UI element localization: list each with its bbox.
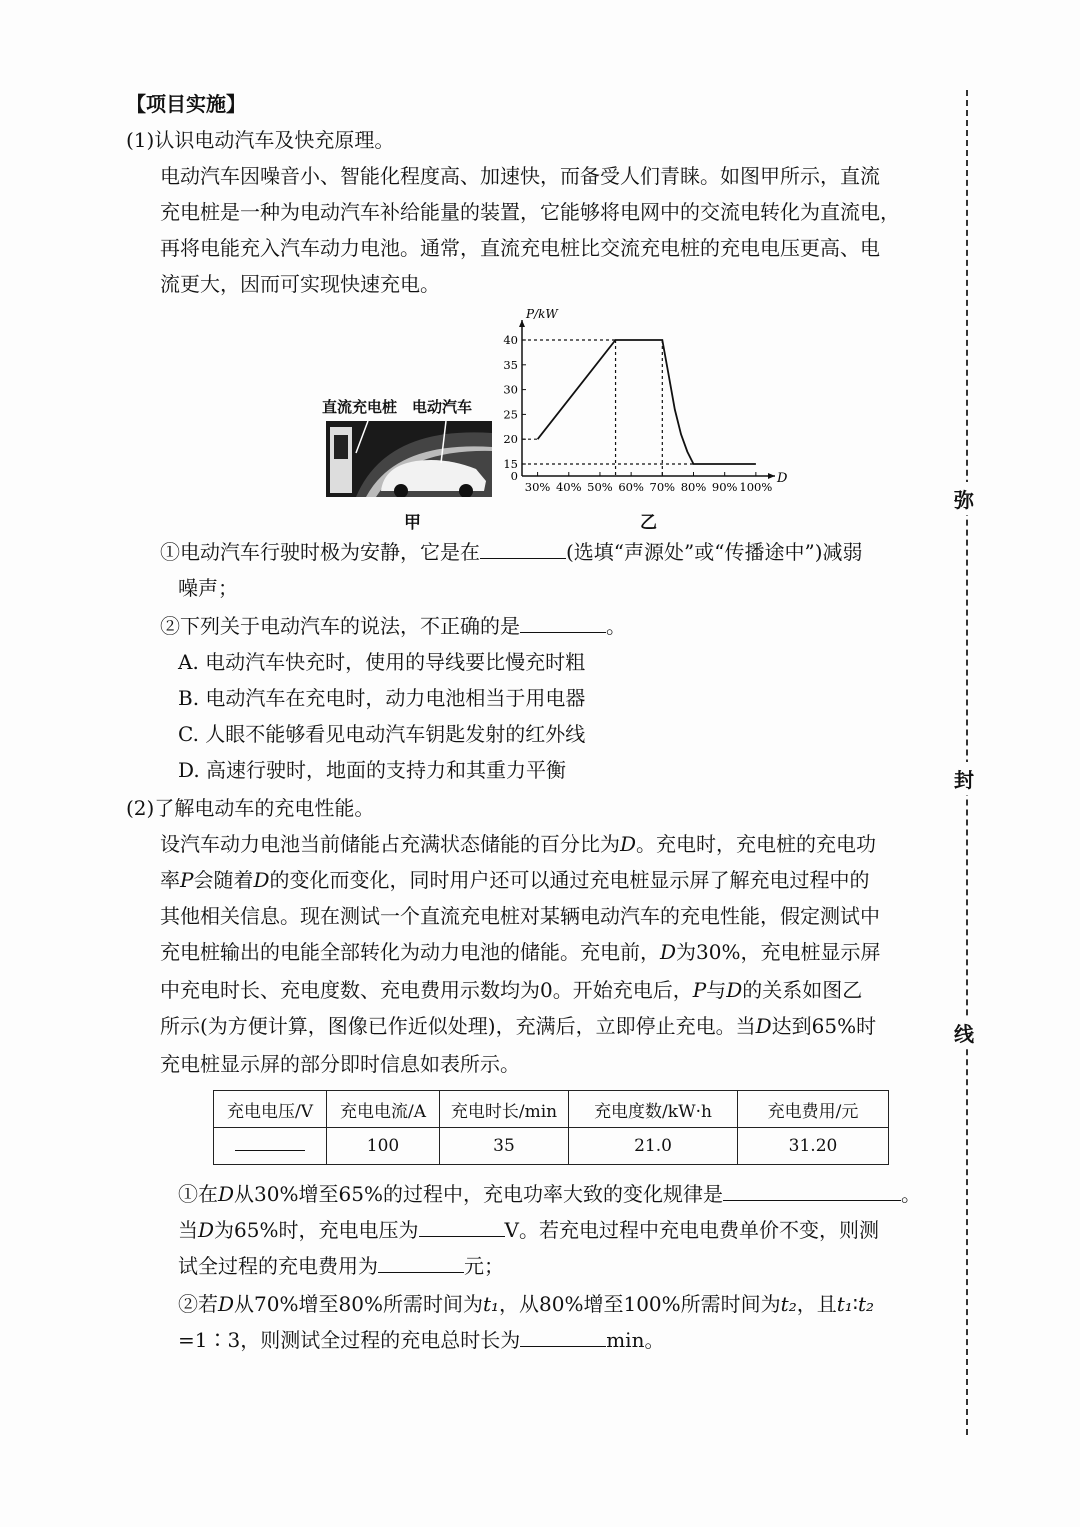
option-d: D. 高速行驶时，地面的支持力和其重力平衡 (178, 758, 567, 782)
power-vs-d-chart (492, 306, 792, 502)
table-header-row (214, 1091, 889, 1128)
answer-blank[interactable] (520, 612, 606, 633)
part2-para-line: 设汽车动力电池当前储能占充满状态储能的百分比为D。充电时，充电桩的充电功 (160, 832, 877, 856)
x-tick-label: 90% (711, 480, 738, 494)
question-2-2-line2: =1∶3，则测试全过程的充电总时长为 min。 (178, 1328, 665, 1352)
part2-para-line: 其他相关信息。现在测试一个直流充电桩对某辆电动汽车的充电性能，假定测试中 (160, 904, 880, 928)
part1-para-line: 电动汽车因噪音小、智能化程度高、加速快，而备受人们青睐。如图甲所示，直流 (160, 164, 880, 188)
label-charging-pile: 直流充电桩 (322, 398, 398, 416)
y-tick-label: 20 (503, 432, 518, 447)
x-tick-label: 70% (649, 480, 676, 494)
answer-blank[interactable] (419, 1216, 505, 1237)
section-heading: 【项目实施】 (126, 92, 246, 116)
question-2-1-line2: 当D为65%时，充电电压为 V。若充电过程中充电电费单价不变，则测 (178, 1218, 879, 1242)
answer-blank[interactable] (723, 1180, 901, 1201)
x-axis-label: D (777, 471, 788, 486)
question-1-1-line2: 噪声； (178, 576, 238, 600)
question-1-1: ①电动汽车行驶时极为安静，它是在 (选填“声源处”或“传播途中”)减弱 (160, 540, 863, 564)
x-axis-arrow (768, 473, 775, 479)
y-tick-label: 30 (503, 382, 518, 397)
charging-car-photo (326, 421, 492, 497)
table-row (214, 1128, 889, 1165)
y-tick-label: 40 (503, 333, 518, 347)
table-cell: 31.20 (738, 1128, 889, 1165)
part1-para-line: 流更大，因而可实现快速充电。 (160, 272, 440, 296)
x-tick-label: 40% (555, 480, 582, 494)
part1-para-line: 充电桩是一种为电动汽车补给能量的装置，它能够将电网中的交流电转化为直流电， (160, 200, 900, 224)
y-tick-label: 0 (510, 469, 518, 483)
y-tick-label: 25 (503, 407, 518, 422)
y-axis-arrow (519, 320, 525, 327)
part2-para-line: 所示(为方便计算，图像已作近似处理)，充满后，立即停止充电。当D达到65%时 (160, 1014, 877, 1038)
y-tick-label: 15 (503, 457, 518, 471)
answer-blank[interactable] (520, 1326, 606, 1347)
table-header: 充电费用/元 (738, 1091, 889, 1128)
charger-info-table (213, 1090, 889, 1165)
y-axis-label: P/kW (526, 307, 558, 321)
question-2-2: ②若D从70%增至80%所需时间为t₁，从80%增至100%所需时间为t₂，且t₁∶t₂ (178, 1292, 875, 1316)
x-tick-label: 80% (680, 480, 707, 494)
part2-para-line: 率P会随着D的变化而变化，同时用户还可以通过充电桩显示屏了解充电过程中的 (160, 868, 870, 892)
x-tick-label: 100% (739, 480, 773, 494)
option-a: A. 电动汽车快充时，使用的导线要比慢充时粗 (178, 650, 586, 674)
question-1-2: ②下列关于电动汽车的说法，不正确的是 。 (160, 614, 626, 638)
x-tick-label: 50% (587, 480, 613, 494)
question-2-1-line3: 试全过程的充电费用为 元； (178, 1254, 504, 1278)
table-cell: 35 (440, 1128, 569, 1165)
figure-yi-caption: 乙 (640, 513, 657, 533)
figure-jia-caption: 甲 (404, 513, 421, 533)
option-c: C. 人眼不能够看见电动汽车钥匙发射的红外线 (178, 722, 586, 746)
answer-blank[interactable] (378, 1252, 464, 1273)
answer-blank[interactable] (480, 538, 566, 559)
part1-title: (1)认识电动汽车及快充原理。 (126, 128, 395, 152)
y-tick-label: 35 (503, 357, 518, 372)
answer-blank[interactable] (235, 1136, 305, 1151)
question-2-1: ①在D从30%增至65%的过程中，充电功率大致的变化规律是 。 (178, 1182, 921, 1206)
part2-para-line: 充电桩显示屏的部分即时信息如表所示。 (160, 1052, 520, 1076)
part2-para-line: 中充电时长、充电度数、充电费用示数均为0。开始充电后，P与D的关系如图乙 (160, 978, 863, 1002)
series-line-P (538, 340, 756, 464)
margin-char: 弥 (954, 482, 974, 515)
x-tick-label: 30% (524, 480, 551, 494)
table-header: 充电电压/V (214, 1091, 327, 1128)
table-header: 充电时长/min (440, 1091, 569, 1128)
table-header: 充电电流/A (327, 1091, 440, 1128)
table-header: 充电度数/kW·h (569, 1091, 738, 1128)
label-electric-car: 电动汽车 (412, 398, 473, 416)
margin-char: 封 (954, 762, 974, 795)
table-cell: 21.0 (569, 1128, 738, 1165)
x-tick-label: 60% (618, 480, 644, 494)
part2-para-line: 充电桩输出的电能全部转化为动力电池的储能。充电前，D为30%，充电桩显示屏 (160, 940, 881, 964)
table-cell: 100 (327, 1128, 440, 1165)
margin-char: 线 (954, 1016, 974, 1049)
part2-title: (2)了解电动车的充电性能。 (126, 796, 375, 820)
option-b: B. 电动汽车在充电时，动力电池相当于用电器 (178, 686, 586, 710)
voltage-cell[interactable] (214, 1128, 327, 1165)
part1-para-line: 再将电能充入汽车动力电池。通常，直流充电桩比交流充电桩的充电电压更高、电 (160, 236, 880, 260)
